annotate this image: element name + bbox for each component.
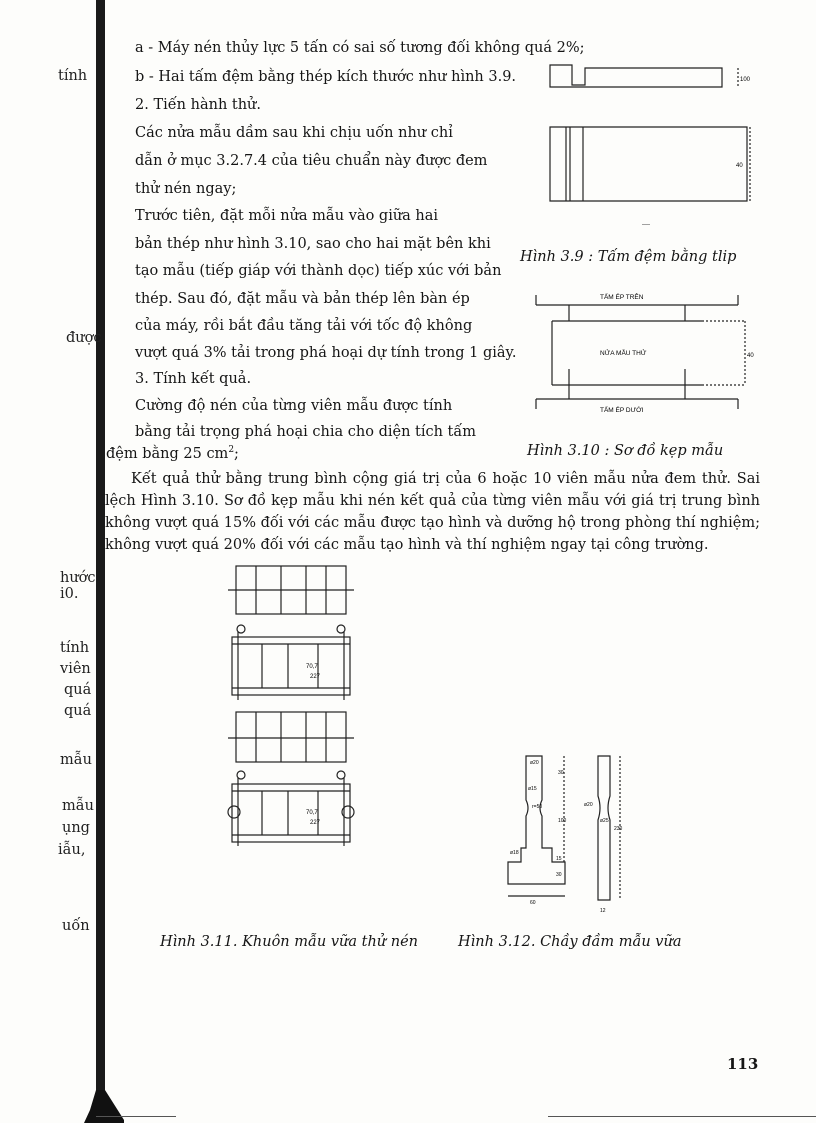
bottom-rule-right [548, 1116, 816, 1117]
text-line: b - Hai tấm đệm bằng thép kích thước như hình 3.9. [135, 69, 517, 85]
fig39-dim-side: 40 [736, 163, 743, 169]
fig39-dim-bottom: ---- [642, 222, 650, 228]
fig310-label-bottom: TẤM ÉP DƯỚI [600, 407, 644, 414]
fig312-dim: ø15 [528, 786, 537, 792]
figure-3-12-tamper [498, 750, 628, 920]
fig311-dim-a: 70,7 [306, 664, 318, 670]
fig39-dim-top: 100 [740, 77, 751, 83]
bleed-word: tính [58, 68, 88, 84]
bleed-word: ụng [62, 820, 90, 836]
fig311-dim-b: 70,7 [306, 810, 318, 816]
bleed-word: quá [64, 682, 92, 698]
text-line: Các nửa mẫu dầm sau khi chịu uốn như chỉ [135, 125, 453, 141]
text-line: tạo mẫu (tiếp giáp với thành dọc) tiếp xúc với bản [135, 263, 502, 279]
bleed-word: iẫu, [58, 842, 86, 858]
fig312-dim: 30 [558, 770, 564, 776]
book-spine-shadow [96, 0, 105, 1123]
text-line: vượt quá 3% tải trong phá hoại dự tính trong 1 giây. [135, 345, 517, 361]
text-line: của máy, rồi bắt đầu tăng tải với tốc độ không [135, 318, 473, 334]
bleed-word: viên [60, 661, 91, 677]
area-line [106, 441, 239, 463]
fig312-dim: r=50 [532, 804, 543, 810]
text-line: bằng tải trọng phá hoại chia cho diện tích tấm [135, 424, 477, 440]
bleed-word: uốn [62, 918, 90, 934]
fig312-dim: 15 [556, 856, 562, 862]
text-line: bản thép như hình 3.10, sao cho hai mặt bên khi [135, 236, 491, 252]
bleed-word: quá [64, 703, 92, 719]
text-line: 2. Tiến hành thử. [135, 97, 262, 113]
fig312-dim: ø18 [510, 850, 519, 856]
figure-3-11-mould [226, 562, 356, 847]
fig310-label-top: TẤM ÉP TRÊN [600, 294, 644, 301]
bleed-word: i0. [60, 586, 79, 602]
book-spine-foot [84, 1090, 124, 1123]
fig312-dim: ø20 [584, 802, 593, 808]
fig312-dim: ø20 [530, 760, 539, 766]
figure-3-11-caption: Hình 3.11. Khuôn mẫu vữa thử nén [160, 934, 418, 950]
fig312-dim: 60 [530, 900, 536, 906]
bleed-word: tính [60, 640, 90, 656]
bleed-word: mẫu [62, 798, 94, 814]
figure-3-12-caption: Hình 3.12. Chầy đầm mẫu vữa [458, 934, 682, 950]
figure-3-10-clamp-diagram [530, 285, 760, 420]
fig312-dim: ø25 [600, 818, 609, 824]
text-line: thử nén ngay; [135, 181, 237, 197]
fig310-dim: 40 [747, 353, 754, 359]
result-paragraph [105, 468, 760, 556]
text-line: Trước tiên, đặt mỗi nửa mẫu vào giữa hai [135, 208, 439, 224]
text-line: thép. Sau đó, đặt mẫu và bản thép lên bàn ép [135, 291, 470, 307]
fig311-dim-c: 227 [310, 674, 321, 680]
fig312-dim: 12 [600, 908, 606, 914]
figure-3-9-steel-plate [540, 55, 765, 235]
text-line: dẫn ở mục 3.2.7.4 của tiêu chuẩn này được đem [135, 153, 488, 169]
bleed-word: mẫu [60, 752, 92, 768]
fig311-dim-d: 227 [310, 820, 321, 826]
text-line: Cường độ nén của từng viên mẫu được tính [135, 398, 453, 414]
page-number: 113 [727, 1055, 759, 1073]
figure-3-9-caption: Hình 3.9 : Tấm đệm bằng tlip [520, 249, 737, 265]
fig310-label-mid: NỬA MẪU THỬ [600, 350, 647, 357]
bottom-rule-left [96, 1116, 176, 1117]
bleed-word: được [66, 330, 102, 346]
fig312-dim: 100 [558, 818, 567, 824]
area-sup: 2 [228, 445, 235, 455]
fig312-dim: 230 [614, 826, 623, 832]
figure-3-10-caption: Hình 3.10 : Sơ đồ kẹp mẫu [527, 443, 724, 459]
bleed-word: hước [60, 570, 96, 586]
area-text: đệm bằng 25 cm [106, 445, 229, 462]
area-tail: ; [234, 445, 239, 462]
text-line: a - Máy nén thủy lực 5 tấn có sai số tương đối không quá 2%; [135, 40, 585, 56]
fig312-dim: 30 [556, 872, 562, 878]
text-line: 3. Tính kết quả. [135, 371, 252, 387]
result-paragraph-text: Kết quả thử bằng trung bình cộng giá trị của 6 hoặc 10 viên mẫu nửa đem thử. Sai lệch Hình 3.10. Sơ đồ kẹp mẫu khi nén kết quả của từng viên mẫu với giá trị trung bình không vượt quá 15% đối với các mẫu được tạo hình và dưỡng hộ trong phòng thí nghiệm; không vượt quá 20% đối với các mẫu tạo hình và thí nghiệm ngay tại công trường. [105, 471, 760, 553]
